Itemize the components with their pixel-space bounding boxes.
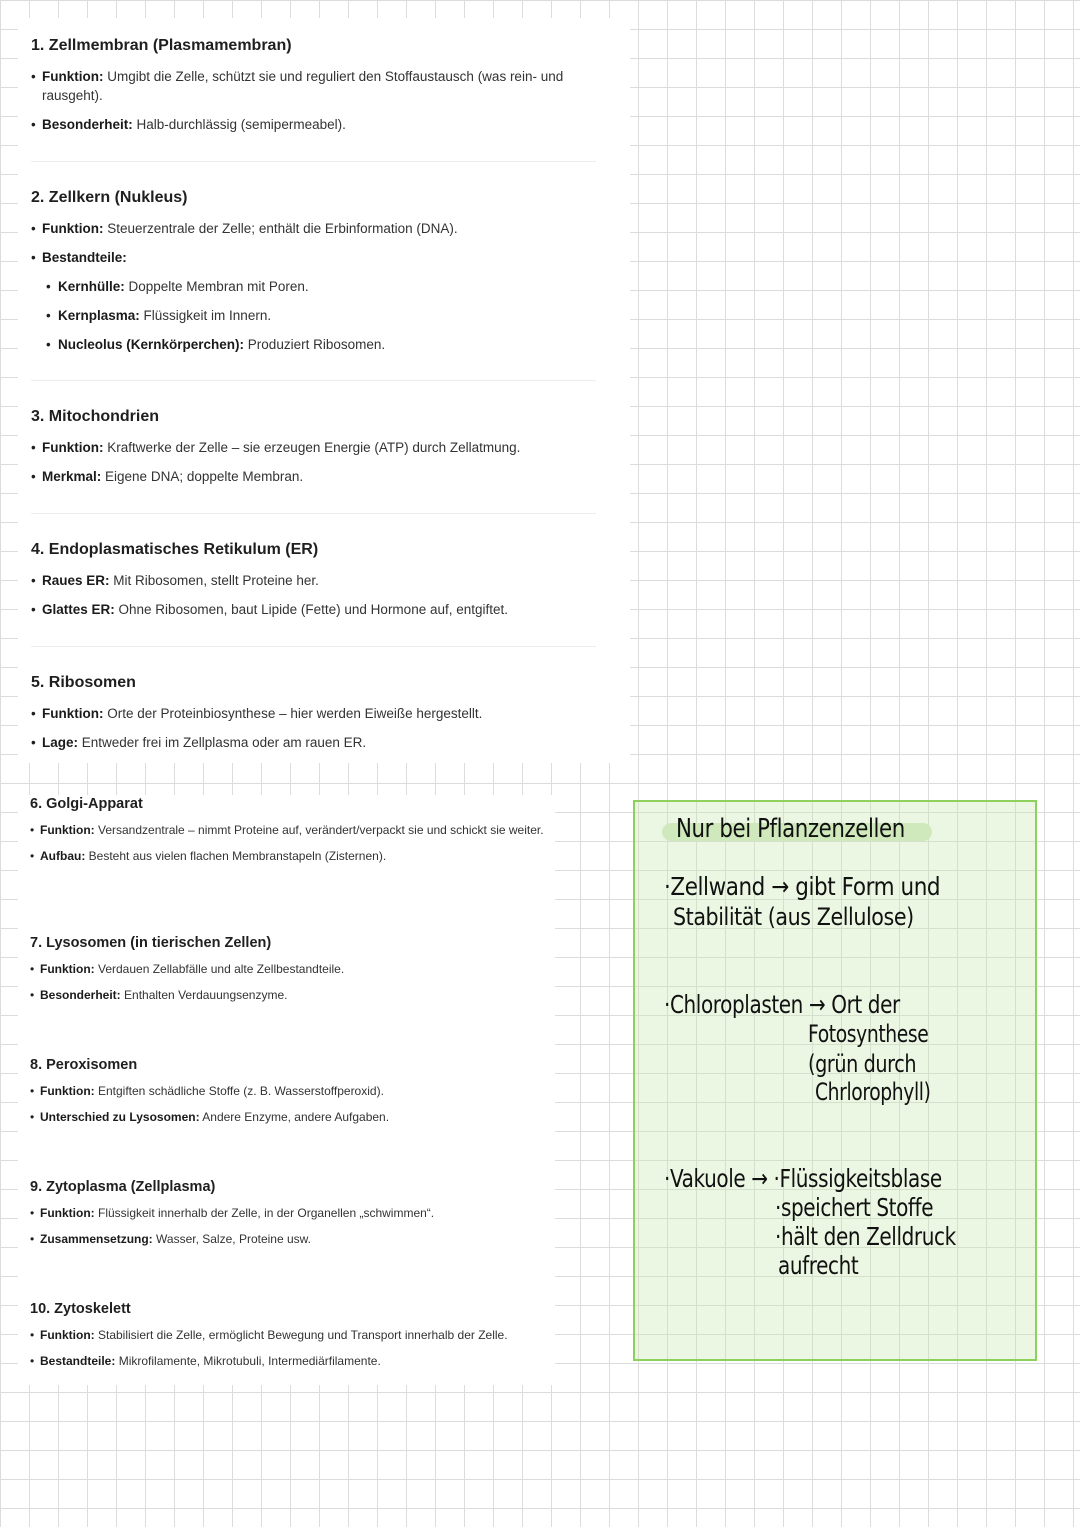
note-chloro-3: (grün durch xyxy=(808,1050,917,1078)
section-ribosomen xyxy=(31,674,602,762)
list-item: • Glattes ER: Ohne Ribosomen, baut Lipide (Fette) und Hormone auf, entgiftet. xyxy=(31,602,509,617)
list-item: • Bestandteile: Mikrofilamente, Mikrotubuli, Intermediärfilamente. xyxy=(30,1354,381,1368)
list-item: • Funktion: Kraftwerke der Zelle – sie erzeugen Energie (ATP) durch Zellatmung. xyxy=(31,440,521,455)
list-item: • Aufbau: Besteht aus vielen flachen Membranstapeln (Zisternen). xyxy=(30,849,387,863)
list-item: • Funktion: Orte der Proteinbiosynthese – hier werden Eiweiße hergestellt. xyxy=(31,706,483,721)
list-item: • Funktion: Entgiften schädliche Stoffe (z. B. Wasserstoffperoxid). xyxy=(30,1084,384,1098)
section-title: 5. Ribosomen xyxy=(31,674,136,691)
section-title: 2. Zellkern (Nukleus) xyxy=(31,189,188,206)
note-vakuole: ·Vakuole → ·Flüssigkeitsblase xyxy=(664,1164,942,1193)
divider xyxy=(31,646,596,647)
section-title: 8. Peroxisomen xyxy=(30,1057,138,1073)
list-item: • Nucleolus (Kernkörperchen): Produziert Ribosomen. xyxy=(46,337,386,352)
list-item: • Raues ER: Mit Ribosomen, stellt Proteine her. xyxy=(31,573,319,588)
list-item: • Merkmal: Eigene DNA; doppelte Membran. xyxy=(31,469,304,484)
list-item: • Funktion: Umgibt die Zelle, schützt sie und reguliert den Stoffaustausch (was rein- und rausgeht). xyxy=(31,69,564,103)
divider xyxy=(31,380,596,381)
note-chloro-2: Fotosynthese xyxy=(808,1020,929,1048)
list-item: • Bestandteile: xyxy=(31,250,127,265)
list-item: • Besonderheit: Halb-durchlässig (semipermeabel). xyxy=(31,117,346,132)
divider xyxy=(31,513,596,514)
section-golgi xyxy=(30,796,550,874)
note-zellwand: ·Zellwand → gibt Form und xyxy=(664,872,941,901)
section-title: 1. Zellmembran (Plasmamembran) xyxy=(31,37,292,54)
note-zellwand-cont: Stabilität (aus Zellulose) xyxy=(673,903,914,931)
section-title: 4. Endoplasmatisches Retikulum (ER) xyxy=(31,541,319,558)
section-er xyxy=(31,541,602,629)
section-title: 9. Zytoplasma (Zellplasma) xyxy=(30,1179,216,1195)
section-zellmembran xyxy=(31,37,602,144)
list-item: • Funktion: Steuerzentrale der Zelle; enthält die Erbinformation (DNA). xyxy=(31,221,458,236)
note-chloro-4: Chrlorophyll) xyxy=(815,1078,931,1106)
section-mitochondrien xyxy=(31,408,602,496)
section-title: 7. Lysosomen (in tierischen Zellen) xyxy=(30,935,272,951)
divider xyxy=(31,161,596,162)
section-zytoplasma xyxy=(30,1179,550,1257)
list-item: • Zusammensetzung: Wasser, Salze, Proteine usw. xyxy=(30,1232,311,1246)
list-item: • Lage: Entweder frei im Zellplasma oder am rauen ER. xyxy=(31,735,367,750)
list-item: • Kernplasma: Flüssigkeit im Innern. xyxy=(46,308,272,323)
section-zellkern xyxy=(31,189,618,364)
list-item: • Funktion: Stabilisiert die Zelle, ermöglicht Bewegung und Transport innerhalb der Zelle. xyxy=(30,1328,508,1342)
list-item: • Funktion: Flüssigkeit innerhalb der Zelle, in der Organellen „schwimmen“. xyxy=(30,1206,435,1220)
section-title: 6. Golgi-Apparat xyxy=(30,796,143,812)
list-item: • Besonderheit: Enthalten Verdauungsenzyme. xyxy=(30,988,288,1002)
list-item: • Funktion: Verdauen Zellabfälle und alte Zellbestandteile. xyxy=(30,962,345,976)
note-vak-2: ·speichert Stoffe xyxy=(775,1193,934,1222)
section-title: 3. Mitochondrien xyxy=(31,408,159,425)
note-chloroplasten: ·Chloroplasten → Ort der xyxy=(664,990,900,1019)
list-item: • Funktion: Versandzentrale – nimmt Proteine auf, verändert/verpackt sie und schickt sie weiter. xyxy=(30,823,544,837)
section-lysosomen xyxy=(30,935,550,1013)
note-vak-4: aufrecht xyxy=(778,1251,859,1280)
list-item: • Unterschied zu Lysosomen: Andere Enzyme, andere Aufgaben. xyxy=(30,1110,390,1124)
section-title: 10. Zytoskelett xyxy=(30,1301,131,1317)
section-peroxisomen xyxy=(30,1057,550,1135)
list-item: • Kernhülle: Doppelte Membran mit Poren. xyxy=(46,279,309,294)
note-vak-3: ·hält den Zelldruck xyxy=(775,1222,956,1251)
note-heading: Nur bei Pflanzenzellen xyxy=(676,814,905,844)
section-zytoskelett xyxy=(30,1301,550,1379)
